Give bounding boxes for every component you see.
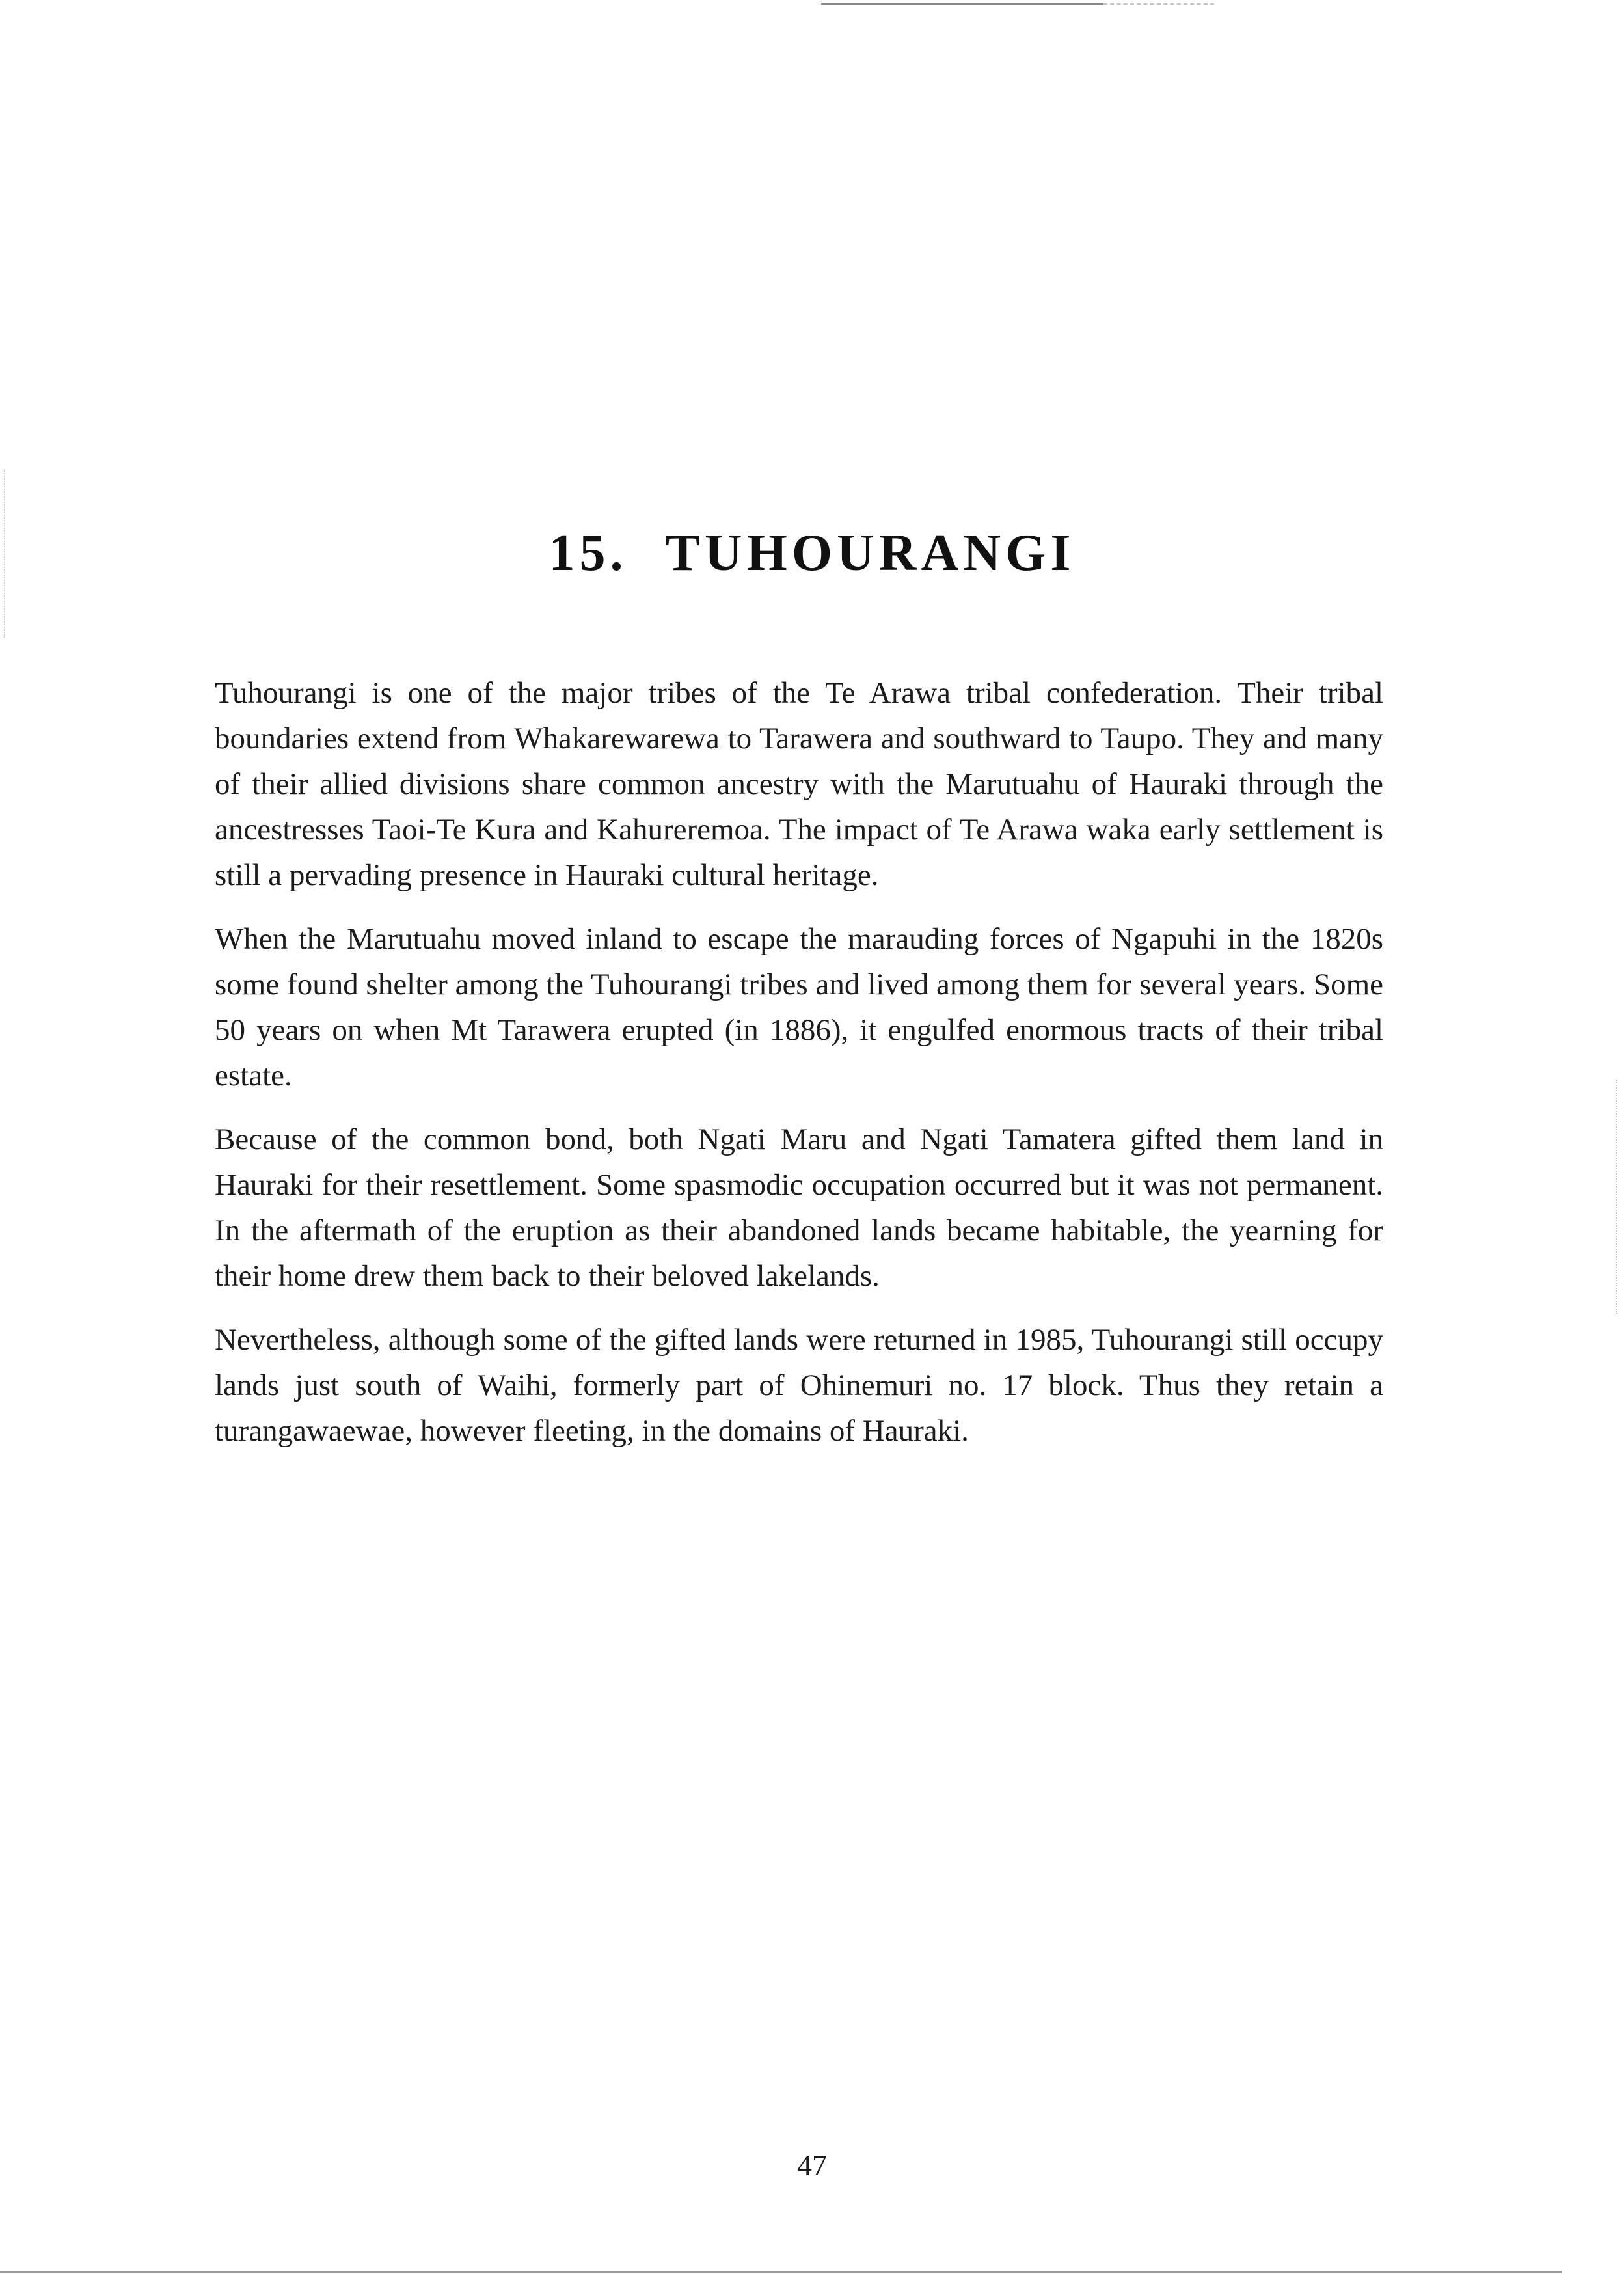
paragraph: When the Marutuahu moved inland to escape the marauding forces of Ngapuhi in the 1820s some found shelter among the Tuhourangi tribes and lived among them for several years. Some 50 years on when Mt Tarawera erupted (in 1886), it engulfed enormous tracts of their tribal estate. <box>215 922 1383 1093</box>
chapter-number: 15. <box>548 524 628 582</box>
paragraph: Tuhourangi is one of the major tribes of the Te Arawa tribal confederation. Their tribal boundaries extend from Whakarewarewa to Tarawera and southward to Taupo. They and many of their allied divisions share common ancestry with the Marutuahu of Hauraki through the ancestresses Taoi-Te Kura and Kahureremoa. The impact of Te Arawa waka early settlement is still a pervading presence in Hauraki cultural heritage. <box>215 676 1383 892</box>
paragraph: Because of the common bond, both Ngati Maru and Ngati Tamatera gifted them land in Hauraki for their resettlement. Some spasmodic occupation occurred but it was not permanent. In the aftermath of the eruption as their abandoned lands became habitable, the yearning for their home drew them back to their beloved lakelands. <box>215 1122 1383 1293</box>
scan-border-bottom <box>0 2271 1562 2273</box>
scan-border-top-faint <box>1103 3 1214 5</box>
chapter-heading <box>0 514 1624 592</box>
scan-edge-right <box>1616 1080 1617 1314</box>
page-number: 47 <box>797 2149 827 2182</box>
body-text <box>215 670 1383 1472</box>
chapter-title: TUHOURANGI <box>665 524 1076 582</box>
paragraph: Nevertheless, although some of the gifted lands were returned in 1985, Tuhourangi still occupy lands just south of Waihi, formerly part of Ohinemuri no. 17 block. Thus they retain a turangawaewae, however fleeting, in the domains of Hauraki. <box>215 1323 1383 1448</box>
scan-border-top <box>821 3 1103 5</box>
